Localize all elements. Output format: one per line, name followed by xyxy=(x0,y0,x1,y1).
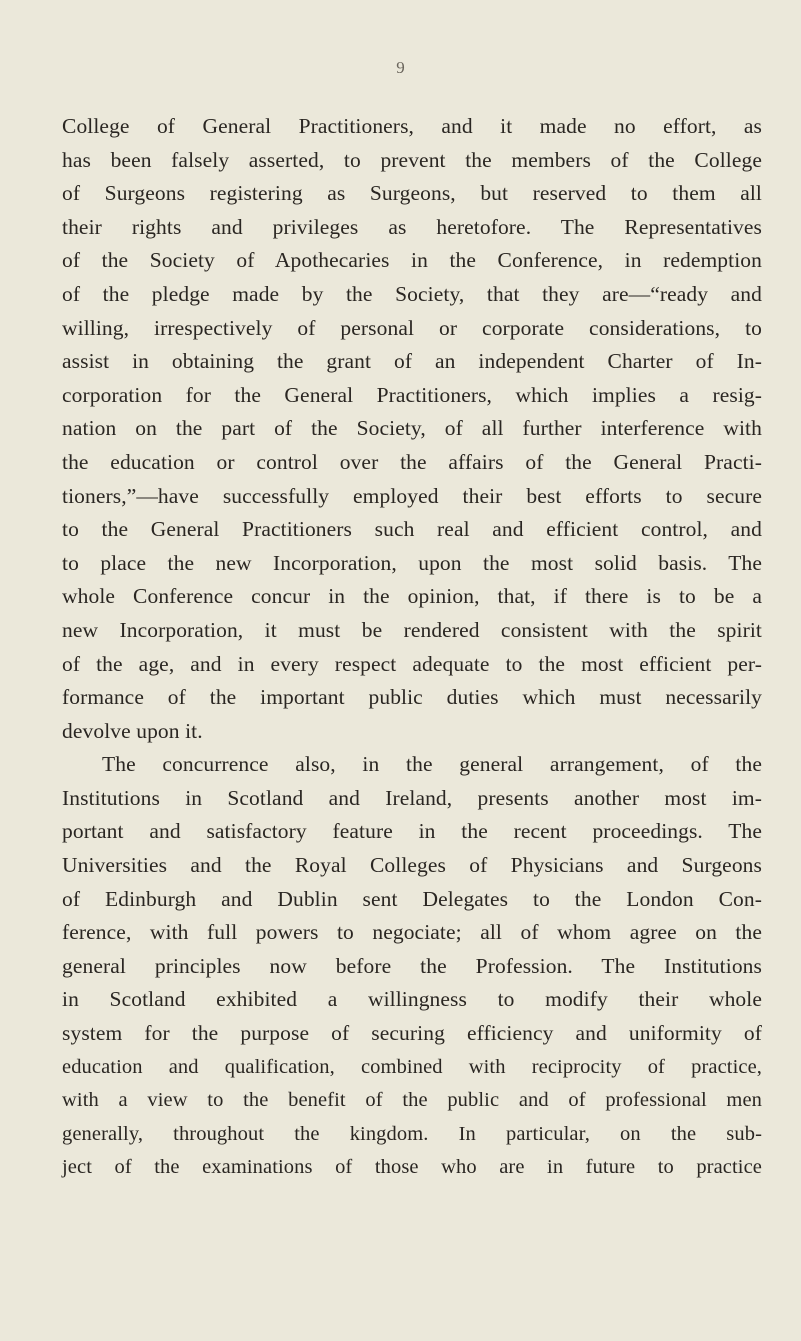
text-line: new Incorporation, it must be rendered consistent with the spirit xyxy=(62,617,762,642)
text-line: general principles now before the Profession. The Institutions xyxy=(62,953,762,978)
text-line: in Scotland exhibited a willingness to modify their whole xyxy=(62,987,762,1012)
text-line: College of General Practitioners, and it made no effort, as xyxy=(62,114,762,138)
text-line: ject of the examinations of those who are in future to practice xyxy=(62,1156,762,1179)
text-line: tioners,”—have successfully employed their best efforts to secure xyxy=(62,483,762,508)
page-number: 9 xyxy=(396,58,405,77)
text-line: of Edinburgh and Dublin sent Delegates to the London Con- xyxy=(62,886,762,911)
text-line: to the General Practitioners such real and efficient control, and xyxy=(62,517,762,542)
text-line: of the Society of Apothecaries in the Conference, in redemption xyxy=(62,248,762,273)
text-line: generally, throughout the kingdom. In particular, on the sub- xyxy=(62,1122,762,1145)
text-line: ference, with full powers to negociate; all of whom agree on the xyxy=(62,920,762,945)
text-line: whole Conference concur in the opinion, that, if there is to be a xyxy=(62,584,762,609)
text-line: system for the purpose of securing efficiency and uniformity of xyxy=(62,1021,762,1046)
text-line: nation on the part of the Society, of all further interference with xyxy=(62,416,762,441)
text-line: assist in obtaining the grant of an independent Charter of In- xyxy=(62,349,762,374)
text-line: of the pledge made by the Society, that they are—“ready and xyxy=(62,281,762,306)
text-line: education and qualification, combined with reciprocity of practice, xyxy=(62,1055,762,1078)
text-line: The concurrence also, in the general arrangement, of the xyxy=(102,752,762,777)
text-line: corporation for the General Practitioners, which implies a resig- xyxy=(62,382,762,407)
text-line: to place the new Incorporation, upon the most solid basis. The xyxy=(62,550,762,575)
text-line: has been falsely asserted, to prevent the members of the College xyxy=(62,147,762,172)
text-line: the education or control over the affairs of the General Practi- xyxy=(62,449,762,474)
text-line: with a view to the benefit of the public and of professional men xyxy=(62,1089,762,1112)
text-line: their rights and privileges as heretofore. The Representatives xyxy=(62,214,762,239)
body-text xyxy=(62,110,762,1185)
text-line: formance of the important public duties which must necessarily xyxy=(62,685,762,710)
text-line: of Surgeons registering as Surgeons, but reserved to them all xyxy=(62,181,762,206)
text-line: Universities and the Royal Colleges of Physicians and Surgeons xyxy=(62,853,762,878)
text-line: willing, irrespectively of personal or corporate considerations, to xyxy=(62,315,762,340)
text-line: portant and satisfactory feature in the recent proceedings. The xyxy=(62,819,762,844)
text-line: devolve upon it. xyxy=(62,718,203,743)
text-line: Institutions in Scotland and Ireland, presents another most im- xyxy=(62,785,762,810)
text-line: of the age, and in every respect adequate to the most efficient per- xyxy=(62,651,762,676)
page-edge-shade xyxy=(0,1181,801,1341)
